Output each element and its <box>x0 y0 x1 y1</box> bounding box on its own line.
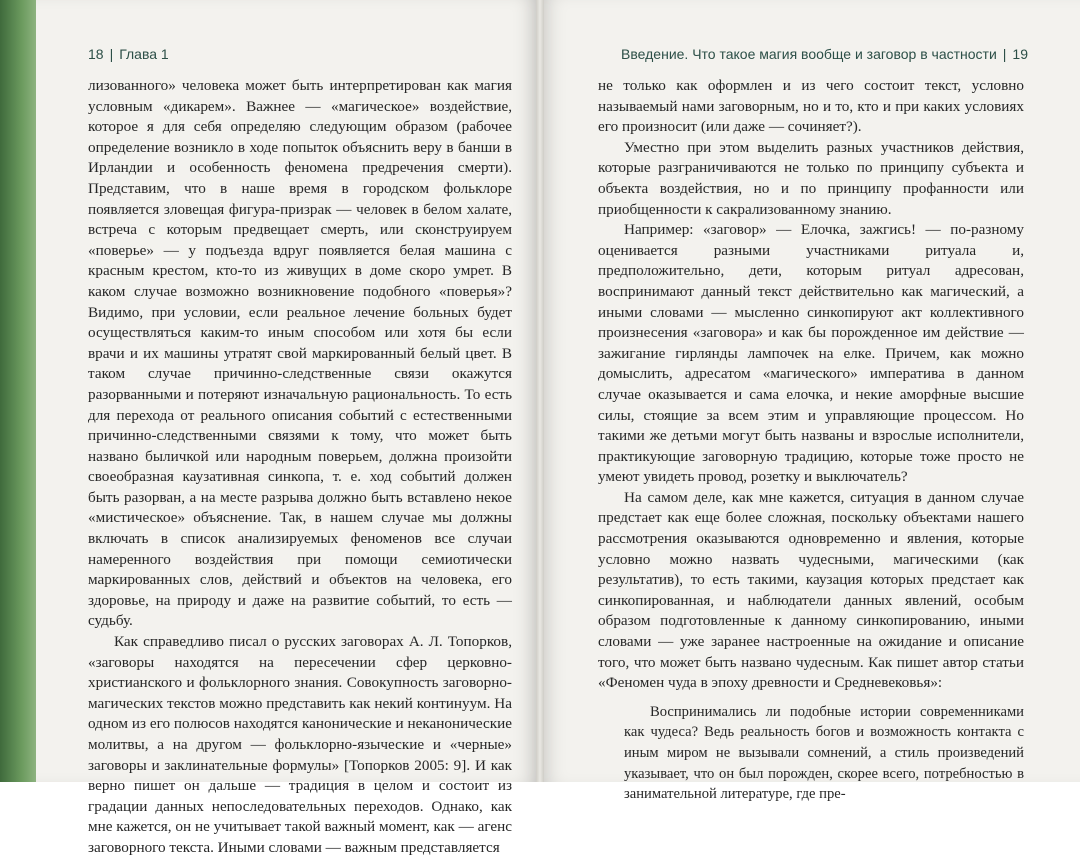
paragraph: Например: «заговор» — Елочка, зажгись! — по-разному оценивается разными участниками ритуала и, предположительно, дети, которым ритуал адресован, воспринимают данный текст действительно как магический, а иными словами — мысленно синкопируют акт коллективного произнесения «заговора» и как бы порожденное им действие — зажигание гирлянды лампочек на елке. Причем, как можно домыслить, адресатом «магического» императива в данном случае оказывается и сама елочка, и некие аморфные высшие силы, стоящие за всем этим и управляющие процессом. Но такими же детьми могут быть названы и взрослые исполнители, практикующие заговорную традицию, которые тоже просто не умеют увидеть провод, розетку и выключатель? <box>598 221 1024 486</box>
right-running-head <box>621 46 1028 62</box>
left-chapter-label: Глава 1 <box>119 46 169 62</box>
paragraph: На самом деле, как мне кажется, ситуация в данном случае предстает как еще более сложная, поскольку объектами нашего рассмотрения оказываются одновременно и явления, которые условно можно назвать чудесными, магическими (как результатив), то есть такими, каузация которых предстает как синкопированная, и наблюдатели данных явлений, особым образом подготовленные к данному синкопированию, иными словами — уже заранее настроенные на ожидание и описание того, что может быть названо чудесным. Как пишет автор статьи «Феномен чуда в эпоху древности и Средневековья»: <box>598 488 1024 692</box>
left-running-head <box>88 46 169 62</box>
left-page-number: 18 <box>88 46 104 62</box>
block-quote: Воспринимались ли подобные истории современниками как чудеса? Ведь реальность богов и возможность контакта с иным миром не вызывали сомнений, а стиль произведений указывает, что он был порожден, скорее всего, потребностью в занимательной литературе, где пре- <box>624 703 1024 803</box>
paragraph: лизованного» человека может быть интерпретирован как магия условным «дикарем». Важнее — «магическое» воздействие, которое я для себя определяю следующим образом (рабочее определение возникло в ходе попыток объяснить веру в банши в Ирландии и особенность феномена предречения смерти). Представим, что в наше время в городском фольклоре появляется зловещая фигура-призрак — человек в белом халате, встреча с которым предвещает смерть, или сконструируем «поверье» — у подъезда вдруг появляется белая машина с красным крестом, кто-то из живущих в доме скоро умрет. В каком случае возможно возникновение подобного «поверья»? Видимо, при условии, если реальное лечение больных будет осуществляться каким-то иным способом или хотя бы если врачи и их машины утратят свой маркированный белый цвет. В таком случае причинно-следственные связи окажутся разорванными и потеряют изначальную рациональность. То есть для перехода от реального описания событий с естественными причинно-следственными связями к тому, что может быть названо быличкой или народным поверьем, должна произойти своеобразная каузативная синкопа, т. е. ход событий должен быть разорван, а на месте разрыва должно быть вставлено некое «мистическое» объяснение. Так, в нашем случае мы должны включать в список анализируемых феноменов все случаи намеренного воздействия при помощи семиотически маркированных слов, действий и объектов на человека, его здоровье, на природу и даже на развитие событий, то есть — судьбу. <box>88 77 512 630</box>
right-text-column <box>598 76 1024 805</box>
book-gutter <box>536 0 544 782</box>
paragraph: Как справедливо писал о русских заговорах А. Л. Топорков, «заговоры находятся на пересечении сфер церковно-христианского и фольклорного знания. Совокупность заговорно-магических текстов можно представить как некий континуум. На одном из его полюсов находятся канонические и неканонические молитвы, а на другом — фольклорно-языческие и «черные» заговоры и заклинательные формулы» [Топорков 2005: 9]. И как верно пишет он дальше — традиция в целом и состоит из градации данных непоследовательных переходов. Однако, как мне кажется, он не учитывает такой важный момент, как — агенс заговорного текста. Иными словами — важным представляется <box>88 633 512 856</box>
running-head-separator: | <box>1002 46 1007 62</box>
paragraph: не только как оформлен и из чего состоит текст, условно называемый нами заговорным, но и то, кто и при каких условиях его произносит (или даже — сочиняет?). <box>598 77 1024 136</box>
right-chapter-title: Введение. Что такое магия вообще и заговор в частности <box>621 46 997 62</box>
left-text-column <box>88 76 512 859</box>
book-cover-edge <box>0 0 36 782</box>
paragraph: Уместно при этом выделить разных участников действия, которые разграничиваются не только по принципу субъекта и объекта воздействия, но и по принципу профанности или приобщенности к сакрализованному знанию. <box>598 138 1024 218</box>
right-page-number: 19 <box>1012 46 1028 62</box>
running-head-separator: | <box>109 46 114 62</box>
